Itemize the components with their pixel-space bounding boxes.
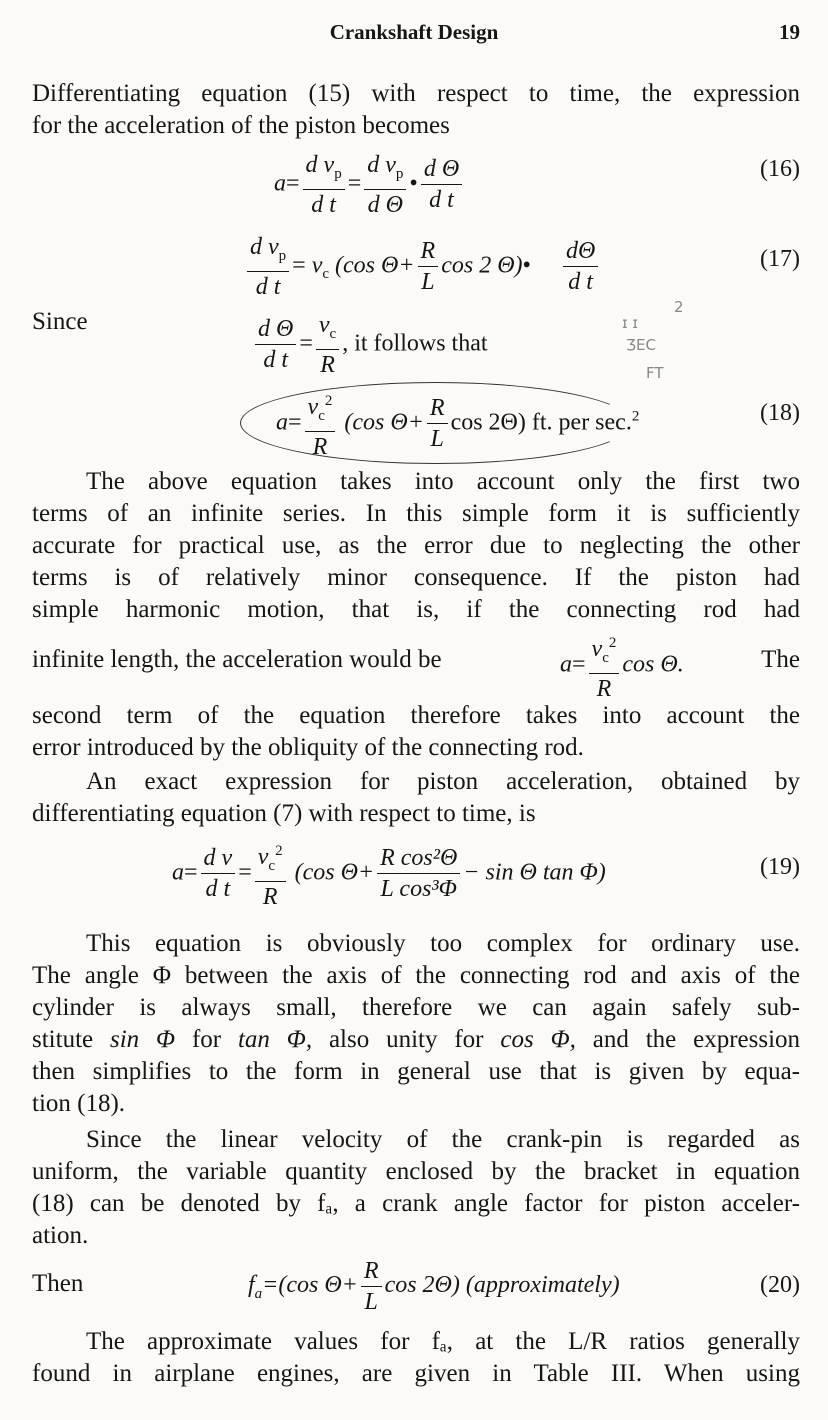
since-equation: $\frac{\text{d Θ}}{\text{d t}}$ = $\frac{v_c}{R}$ , it follows that — [252, 310, 488, 380]
equation-16: a= $\frac{d v_p}{\text{d t}}$ = $\frac{d v_p}{\text{d Θ}}$ • $\frac{\text{d Θ}}{\text{d t}}$ — [274, 150, 465, 220]
paragraph-line: The angle Φ between the axis of the connecting rod and axis of the — [32, 962, 800, 989]
paragraph-line: Since the linear velocity of the crank-pin is regarded as — [86, 1126, 800, 1153]
paragraph-line: An exact expression for piston acceleration, obtained by — [86, 768, 800, 795]
pencil-note: ɪ ɪ — [622, 314, 638, 332]
page-number: 19 — [779, 20, 800, 44]
then-label: Then — [32, 1270, 84, 1297]
paragraph-line: cylinder is always small, therefore we can again safely sub- — [32, 994, 800, 1021]
inline-math-line: infinite length, the acceleration would be a= $\frac{v_c^2}{R}$ cos Θ. The — [32, 628, 800, 692]
paragraph-line: ation. — [32, 1222, 89, 1249]
equation-number: (18) — [760, 400, 800, 426]
paragraph-line: (18) can be denoted by fₐ, a crank angle factor for piston acceler- — [32, 1190, 800, 1217]
paragraph-line: The approximate values for fₐ, at the L/R ratios generally — [86, 1328, 800, 1355]
equation-20: $f_a=(\cos$ Θ+ $\frac{R}{L}$ cos 2Θ) (approximately) — [248, 1258, 620, 1315]
paragraph-line: terms of an infinite series. In this simple form it is sufficiently — [32, 500, 800, 527]
equation-17: $\frac{d v_p}{\text{d t}}$ = $v_c$ (cos Θ+ $\frac{R}{L}$ cos 2 Θ)• $\frac{d\Theta}{\text{d t}}$ — [244, 232, 601, 302]
paragraph-line: The above equation takes into account only the first two — [86, 468, 800, 495]
paragraph-line: error introduced by the obliquity of the connecting rod. — [32, 734, 584, 761]
equation-19: a= $\frac{\text{d v}}{\text{d t}}$ = $\frac{v_c^2}{R}$ (cos Θ+ $\frac{\text{R cos²Θ}}{\text{L cos³Φ}}$ − sin Θ tan Φ) — [172, 836, 606, 912]
paragraph-line: found in airplane engines, are given in Table III. When using — [32, 1360, 800, 1387]
running-header — [0, 16, 828, 52]
since-label: Since — [32, 308, 88, 335]
equation-number: (16) — [760, 156, 800, 182]
paragraph-line: stitute sin Φ for tan Φ, also unity for cos Φ, and the expression — [32, 1026, 801, 1053]
pencil-note: 2 — [674, 298, 684, 316]
paragraph-line: for the acceleration of the piston becomes — [32, 112, 450, 139]
paragraph-line: then simplifies to the form in general use that is given by equa- — [32, 1058, 800, 1085]
equation-number: (20) — [760, 1272, 800, 1298]
paragraph-line: uniform, the variable quantity enclosed by the bracket in equation — [32, 1158, 800, 1185]
paragraph-line: Differentiating equation (15) with respect to time, the expression — [32, 80, 800, 107]
equation-18: a= $\frac{v_c^2}{R}$ (cos Θ+ $\frac{R}{L}$ cos 2Θ) ft. per sec.$^2$ — [276, 386, 639, 462]
pencil-note: ƷEC — [626, 336, 656, 354]
paragraph-line: terms is of relatively minor consequence. If the piston had — [32, 564, 800, 591]
equation-number: (19) — [760, 854, 800, 880]
paragraph-line: This equation is obviously too complex for ordinary use. — [86, 930, 800, 957]
paragraph-line: tion (18). — [32, 1090, 126, 1117]
paragraph-line: second term of the equation therefore takes into account the — [32, 702, 800, 729]
pencil-note: FT — [646, 364, 664, 382]
paragraph-line: differentiating equation (7) with respect to time, is — [32, 800, 536, 827]
paragraph-line: accurate for practical use, as the error due to neglecting the other — [32, 532, 800, 559]
equation-number: (17) — [760, 246, 800, 272]
header-title: Crankshaft Design — [329, 20, 499, 44]
paragraph-line: simple harmonic motion, that is, if the connecting rod had — [32, 596, 800, 623]
